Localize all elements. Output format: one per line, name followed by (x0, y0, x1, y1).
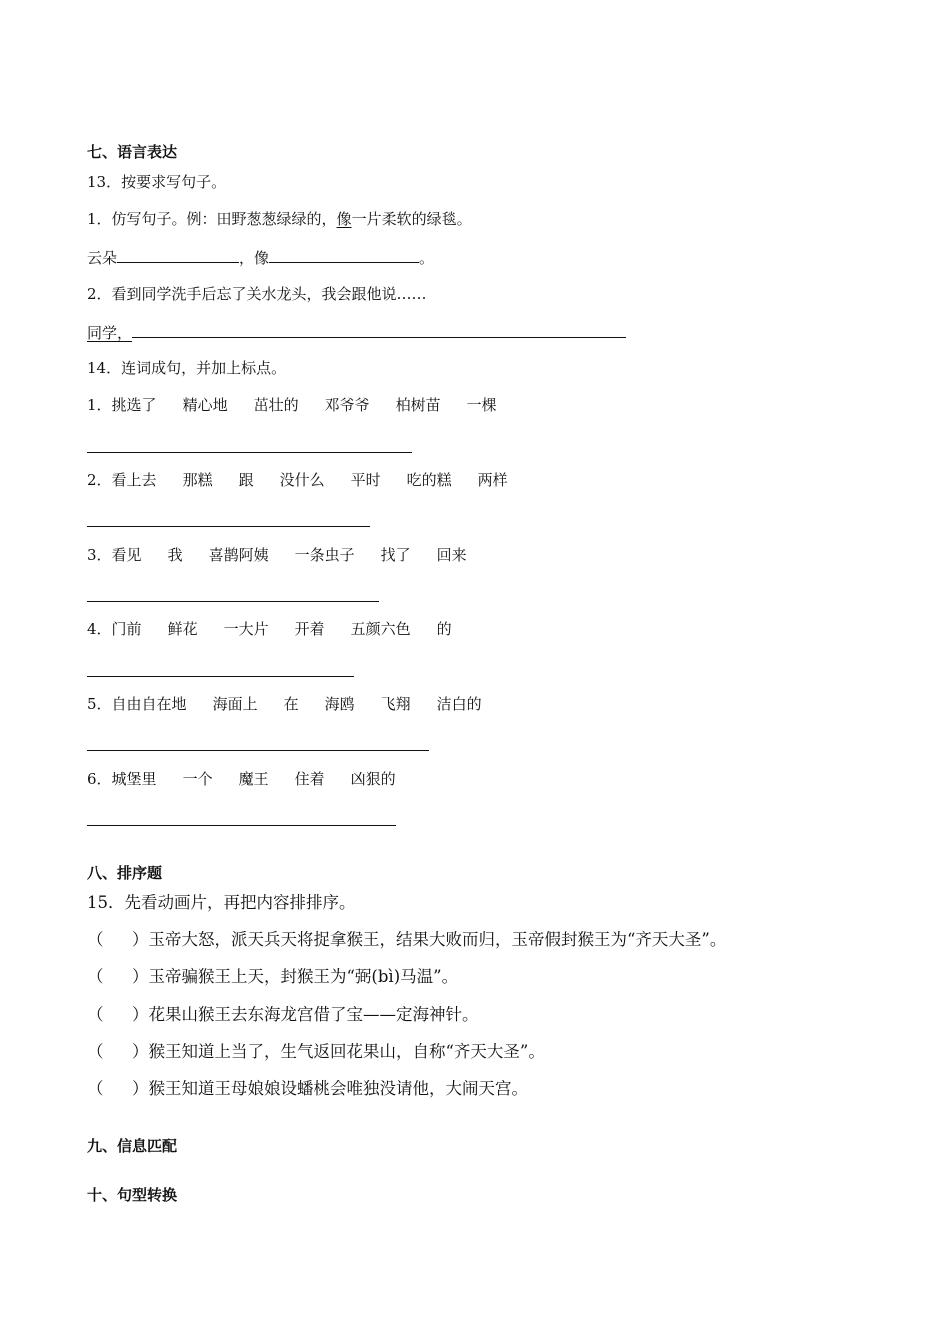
q14-item-4-number: 4． (87, 620, 112, 638)
section-heading-ordering: 八、排序题 (87, 864, 163, 882)
word: 一个 (182, 770, 213, 788)
paren-open: （ (87, 1079, 104, 1098)
word: 柏树苗 (395, 396, 441, 414)
word: 海面上 (212, 695, 258, 713)
q14-item-6 (87, 768, 422, 790)
word: 凶狠的 (350, 770, 396, 788)
answer-paren[interactable] (87, 929, 132, 951)
paren-close: ） (132, 1042, 149, 1061)
answer-paren[interactable] (87, 1004, 132, 1026)
fill-mid: ，像 (239, 249, 270, 267)
word: 茁壮的 (253, 396, 299, 414)
q14-item-1 (87, 394, 523, 416)
word: 魔王 (238, 770, 269, 788)
q15-item-text: 猴王知道上当了，生气返回花果山，自称“齐天大圣”。 (148, 1042, 545, 1061)
word: 挑选了 (111, 396, 157, 414)
q14-answer-line-4[interactable] (87, 676, 354, 677)
paren-close: ） (132, 1079, 149, 1098)
q13-answer-line (87, 320, 626, 344)
word: 邓爷爷 (324, 396, 370, 414)
q14-answer-line-5[interactable] (87, 750, 429, 751)
q14-item-1-number: 1． (87, 396, 112, 414)
q15-item-text: 玉帝骗猴王上天，封猴王为“弼(bì)马温”。 (148, 967, 459, 986)
word: 平时 (350, 471, 381, 489)
word: 我 (167, 546, 183, 564)
q14-item-3 (87, 544, 493, 566)
paren-close: ） (132, 930, 149, 949)
word: 一条虫子 (294, 546, 355, 564)
q14-item-5-number: 5． (87, 695, 112, 713)
q15-item-4 (87, 1041, 545, 1063)
fill-end: 。 (419, 249, 435, 267)
answer-paren[interactable] (87, 1041, 132, 1063)
q13-answer-prefix: 同学， (87, 324, 133, 342)
paren-open: （ (87, 967, 104, 986)
q14-item-3-number: 3． (87, 546, 112, 564)
q15-item-3 (87, 1004, 479, 1026)
q14-answer-line-3[interactable] (87, 601, 379, 602)
q15-item-text: 猴王知道王母娘娘设蟠桃会唯独没请他，大闹天宫。 (148, 1079, 528, 1098)
fill-blank-1[interactable] (117, 245, 239, 263)
q13-answer-blank[interactable] (132, 320, 626, 338)
fill-blank-2[interactable] (269, 245, 419, 263)
word: 看上去 (111, 471, 157, 489)
q13-item-2: 2．看到同学洗手后忘了关水龙头，我会跟他说…… (87, 285, 427, 303)
question-14-title: 14．连词成句，并加上标点。 (87, 359, 287, 377)
word: 海鸥 (324, 695, 355, 713)
word: 住着 (294, 770, 325, 788)
q15-item-2 (87, 966, 458, 988)
word: 找了 (380, 546, 411, 564)
word: 没什么 (279, 471, 325, 489)
word: 洁白的 (436, 695, 482, 713)
word: 看见 (111, 546, 142, 564)
q15-item-1 (87, 929, 726, 951)
word: 吃的糕 (406, 471, 452, 489)
paren-open: （ (87, 1042, 104, 1061)
word: 门前 (111, 620, 142, 638)
section-heading-info-matching: 九、信息匹配 (87, 1137, 178, 1155)
paren-close: ） (132, 1005, 149, 1024)
q14-answer-line-6[interactable] (87, 825, 396, 826)
question-13-title: 13．按要求写句子。 (87, 173, 227, 191)
section-heading-sentence-transformation: 十、句型转换 (87, 1186, 178, 1204)
paren-close: ） (132, 967, 149, 986)
word: 开着 (294, 620, 325, 638)
q14-answer-line-2[interactable] (87, 526, 370, 527)
section-heading-language-expression: 七、语言表达 (87, 143, 178, 161)
q13-item-1-prefix: 1．仿写句子。例：田野葱葱绿绿的， (87, 210, 337, 228)
answer-paren[interactable] (87, 966, 132, 988)
word: 回来 (436, 546, 467, 564)
fill-start: 云朵 (87, 249, 118, 267)
q13-item-1-suffix: 一片柔软的绿毯。 (351, 210, 472, 228)
word: 自由自在地 (111, 695, 187, 713)
question-15-title: 15．先看动画片，再把内容排排序。 (87, 893, 356, 912)
word: 一棵 (466, 396, 497, 414)
q14-answer-line-1[interactable] (87, 452, 412, 453)
q14-item-4 (87, 618, 478, 640)
q14-item-2 (87, 469, 534, 491)
q14-item-6-number: 6． (87, 770, 112, 788)
word: 一大片 (223, 620, 269, 638)
q15-item-5 (87, 1078, 528, 1100)
word: 飞翔 (380, 695, 411, 713)
word: 的 (436, 620, 452, 638)
word: 喜鹊阿姨 (208, 546, 269, 564)
paren-open: （ (87, 930, 104, 949)
word: 两样 (477, 471, 508, 489)
q15-item-text: 玉帝大怒，派天兵天将捉拿猴王，结果大败而归，玉帝假封猴王为“齐天大圣”。 (148, 930, 727, 949)
q15-item-text: 花果山猴王去东海龙宫借了宝——定海神针。 (148, 1005, 479, 1024)
word: 跟 (238, 471, 254, 489)
q13-item-1-underlined-word: 像 (336, 210, 352, 228)
q13-item-1 (87, 208, 472, 230)
word: 鲜花 (167, 620, 198, 638)
answer-paren[interactable] (87, 1078, 132, 1100)
word: 城堡里 (111, 770, 157, 788)
q14-item-2-number: 2． (87, 471, 112, 489)
word: 五颜六色 (350, 620, 411, 638)
q14-item-5 (87, 693, 508, 715)
paren-open: （ (87, 1005, 104, 1024)
word: 精心地 (182, 396, 228, 414)
word: 在 (283, 695, 299, 713)
q13-fill-line (87, 245, 434, 269)
word: 那糕 (182, 471, 213, 489)
